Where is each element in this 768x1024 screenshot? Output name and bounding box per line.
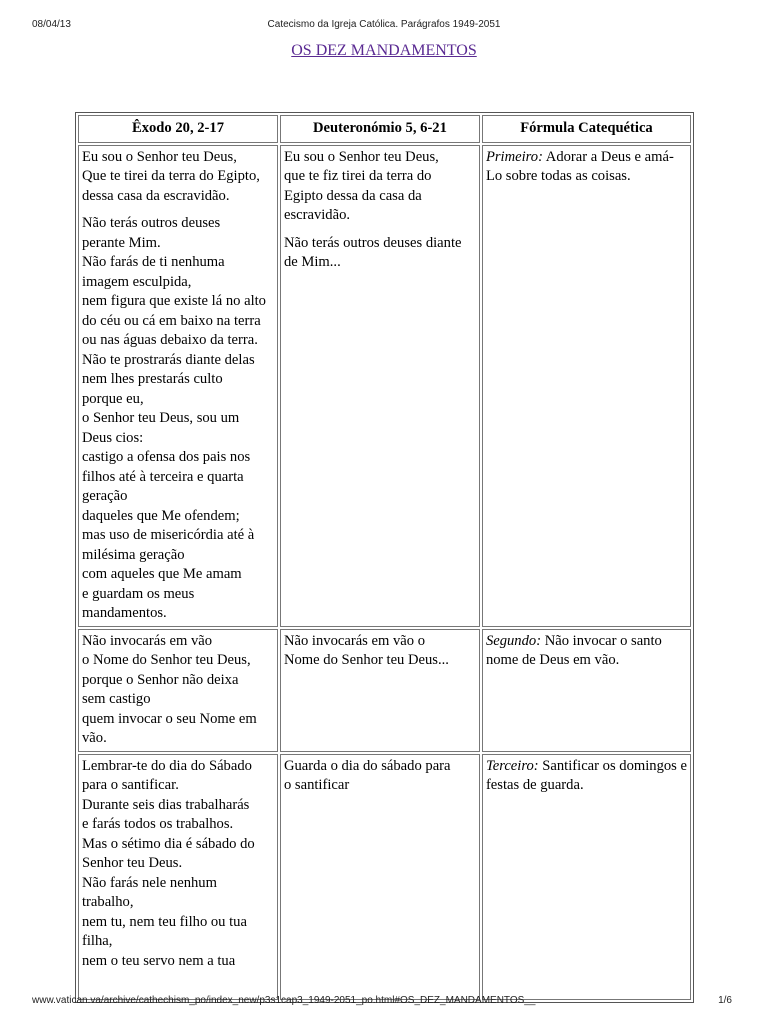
cell-deuteronomio	[280, 629, 480, 752]
formula-text: Não invocar o santo nome de Deus em vão.	[485, 632, 662, 668]
column-header-exodo: Êxodo 20, 2-17	[78, 115, 278, 143]
cell-exodo	[78, 754, 278, 1000]
commandment-ordinal: Terceiro:	[485, 757, 539, 774]
cell-exodo	[78, 629, 278, 752]
passage-text: Lembrar-te do dia do Sábado para o santificar. Durante seis dias trabalharás e farás todos os trabalhos. Mas o sétimo dia é sábado do Senhor teu Deus. Não farás nele nenhum trabalho, nem tu, nem teu filho ou tua filha, nem o teu servo nem a tua	[82, 757, 255, 969]
table-row	[78, 629, 691, 752]
passage-text: Eu sou o Senhor teu Deus, que te fiz tirei da terra do Egipto dessa da casa da escravidão.	[283, 148, 439, 223]
table-row	[78, 145, 691, 627]
footer-page-number: 1/6	[718, 995, 732, 1006]
table-header-row	[78, 115, 691, 143]
passage-text: Não invocarás em vão o Nome do Senhor teu Deus...	[283, 632, 449, 668]
table-row	[78, 754, 691, 1000]
cell-formula	[482, 145, 691, 627]
cell-exodo	[78, 145, 278, 627]
passage-text: Eu sou o Senhor teu Deus, Que te tirei da terra do Egipto, dessa casa da escravidão.	[82, 148, 260, 204]
passage-text: Não terás outros deuses diante de Mim...	[283, 234, 462, 270]
column-header-deuteronomio: Deuteronómio 5, 6-21	[280, 115, 480, 143]
passage-text: Não invocarás em vão o Nome do Senhor teu Deus, porque o Senhor não deixa sem castigo quem invocar o seu Nome em vão.	[82, 632, 257, 746]
cell-formula	[482, 754, 691, 1000]
cell-deuteronomio	[280, 754, 480, 1000]
formula-text: Adorar a Deus e amá-Lo sobre todas as coisas.	[485, 148, 674, 184]
formula-text: Santificar os domingos e festas de guarda.	[485, 757, 687, 793]
footer-url: www.vatican.va/archive/cathechism_po/index_new/p3s1cap3_1949-2051_po.html#OS_DEZ_MANDAMENTOS__	[32, 995, 536, 1006]
column-header-formula: Fórmula Catequética	[482, 115, 691, 143]
header-date: 08/04/13	[32, 19, 71, 30]
page-title-link[interactable]: OS DEZ MANDAMENTOS	[291, 42, 477, 59]
commandment-ordinal: Primeiro:	[485, 148, 543, 165]
commandment-ordinal: Segundo:	[485, 632, 542, 649]
header-document-title: Catecismo da Igreja Católica. Parágrafos 1949-2051	[267, 19, 501, 30]
passage-text: Não terás outros deuses perante Mim. Não farás de ti nenhuma imagem esculpida, nem figura que existe lá no alto do céu ou cá em baixo na terra ou nas águas debaixo da terra. Não te prostrarás diante delas nem lhes prestarás culto porque eu, o Senhor teu Deus, sou um Deus cios: castigo a ofensa dos pais nos filhos até à terceira e quarta geração daqueles que Me ofendem; mas uso de misericórdia até à milésima geração com aqueles que Me amam e guardam os meus mandamentos.	[82, 215, 266, 621]
cell-deuteronomio	[280, 145, 480, 627]
passage-text: Guarda o dia do sábado para o santificar	[283, 757, 451, 793]
cell-formula	[482, 629, 691, 752]
commandments-table	[75, 112, 694, 1003]
